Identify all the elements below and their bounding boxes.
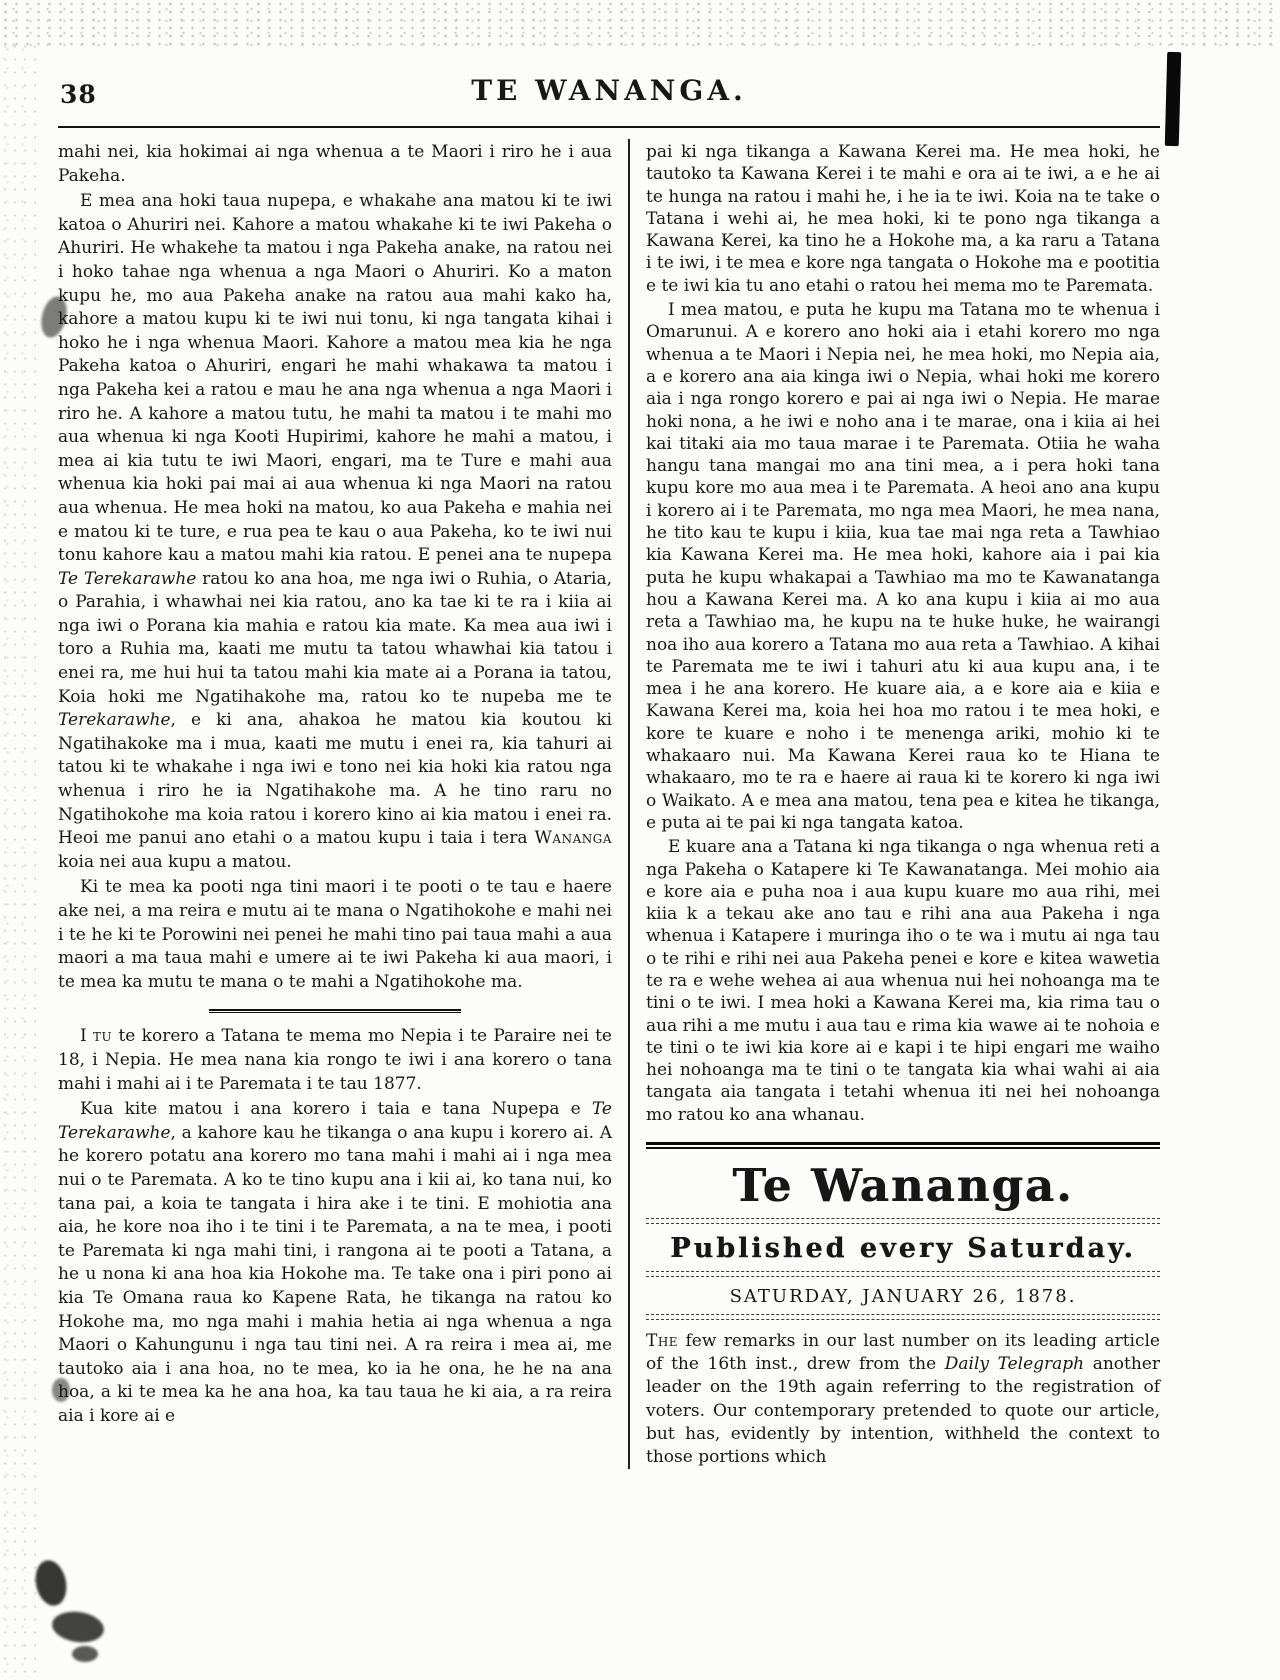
ornamental-rule bbox=[646, 1218, 1160, 1224]
paragraph: pai ki nga tikanga a Kawana Kerei ma. He mea hoki, he tautoko ta Kawana Kerei i te mahi e ora ai te iwi, a e he ai te hunga na ratou i mahi he, i he ia te iwi. Koia na te take o Tatana i wehi ai, he mea hoki, ki te pono nga tikanga a Kawana Kerei, ka tino he a Hokohe ma, a ka raru a Tatana i te iwi, i te mea e kore nga tangata o Hokohe ma e pootitia e te iwi kia tu ano etahi o ratou hei mema mo te Paremata. bbox=[646, 142, 1160, 296]
right-column bbox=[630, 139, 1160, 1469]
page-header bbox=[58, 66, 1160, 118]
scan-noise-top bbox=[0, 0, 1280, 48]
scan-artifact-edge-bar bbox=[1165, 52, 1181, 146]
paragraph: mahi nei, kia hokimai ai nga whenua a te Maori i riro he i aua Pakeha. bbox=[58, 142, 612, 186]
left-column bbox=[58, 139, 630, 1469]
section-divider-rule bbox=[209, 1009, 461, 1013]
paragraph: Ki te mea ka pooti nga tini maori i te pooti o te tau e haere ake nei, a ma reira e mutu ai te mana o Ngatihokohe e mahi nei i te he ki te Porowini nei penei he mahi tino pai taua mahi a aua maori a ma taua mahi e umere ai te iwi Pakeha ki aua maori, i te mea ka mutu te mana o te mahi a Ngatihokohe ma. bbox=[58, 877, 612, 992]
paragraph: Kua kite matou i ana korero i taia e tana Nupepa e Te Terekarawhe, a kahore kau he tikanga o ana kupu i korero ai. A he korero potatu ana korero mo tana mahi i mahi ai i nga mea nui o te Paremata. A ko te tino kupu ana i kii ai, ko tana nui, ko tana pai, a koia te tangata i hira ake i te tini. E mohiotia ana aia, he kore noa iho i te tini i te Paremata, a na te mea, i pooti te Paremata ki nga mahi tini, i rangona ai te pooti a Tatana, a he u nona ki ana hoa kia Hokohe ma. Te take ona i piri pono ai kia Te Omana raua ko Kapene Rata, he tikanga na ratou ko Hokohe ma, mo nga mahi i mahia hetia ai nga whenua a nga Maori o Kahungunu i nga tau tini nei. A ra reira i mea ai, me tautoko aia i ana hoa, no te mea, ko ia he ona, he he na ana hoa, a ki te mea ka he ana hoa, ka tau taua he ki aia, a ra reira aia i kore ai e bbox=[58, 1099, 612, 1426]
page-content bbox=[58, 66, 1160, 1469]
ornamental-rule bbox=[646, 1271, 1160, 1277]
header-rule bbox=[58, 126, 1160, 128]
masthead-divider-rule bbox=[646, 1142, 1160, 1149]
paragraph: E kuare ana a Tatana ki nga tikanga o nga whenua reti a nga Pakeha o Katapere ki Te Kawanatanga. Mei mohio aia e kore aia e puha noa i aua kupu kuare mo aua rihi, mei kiia k a tekau ake ano tau e rihi ana aua Pakeha i nga whenua i Katapere i muringa iho o te wa i mutu ai nga tau o te rihi e rihi nei aua Pakeha penei e kore e kitea wawetia te ra e wehe wehea ai aua whenua nui hei nohoanga ma te tini o te iwi. I mea hoki a Kawana Kerei ma, kia rima tau o aua rihi a me mutu i aua tau e rima kia wawe ai te nohoia e te tini o te iwi kia kore ai e kapi i te hipi engari me waiho hei nohoanga ma te tini o te tangata kia whai wahi ai aia tangata aia tangata i tetahi whenua iti nei hei nohoanga mo ratou ko ana whanau. bbox=[646, 837, 1160, 1125]
ink-smudge bbox=[50, 1609, 106, 1646]
page-number: 38 bbox=[60, 80, 97, 109]
leading-article-paragraph: The few remarks in our last number on its leading article of the 16th inst., drew from the Daily Telegraph another leader on the 19th again referring to the registration of voters. Our contemporary pretended to quote our article, but has, evidently by intention, withheld the context to those portions which bbox=[646, 1331, 1160, 1468]
masthead-title: TE WANANGA. bbox=[471, 74, 747, 107]
scan-noise-left-margin bbox=[0, 40, 36, 1680]
ink-smudge bbox=[32, 1557, 71, 1608]
paragraph: I tu te korero a Tatana te mema mo Nepia i te Paraire nei te 18, i Nepia. He mea nana kia rongo te iwi i ana korero o tana mahi i mahi ai i te Paremata i te tau 1877. bbox=[58, 1026, 612, 1094]
ink-smudge bbox=[72, 1646, 98, 1662]
columns bbox=[58, 139, 1160, 1469]
ornamental-rule bbox=[646, 1314, 1160, 1320]
published-line: Published every Saturday. bbox=[670, 1233, 1136, 1265]
date-line: SATURDAY, JANUARY 26, 1878. bbox=[729, 1286, 1077, 1308]
paragraph: I mea matou, e puta he kupu ma Tatana mo te whenua i Omarunui. A e korero ano hoki aia i etahi korero mo nga whenua a te Maori i Nepia nei, he mea hoki, mo Nepia aia, a e korero ana aia kinga iwi o Nepia, whai hoki me korero aia i nga rongo korero e pai ai nga iwi o Nepia. He marae hoki nona, a he iwi e noho ana i te marae, ona i kiia ai hei kai titaki aia mo taua marae i te Paremata. Otiia he waha hangu tana mangai mo ana tini mea, a i pera hoki tana kupu kore mo aua mea i te Paremata. A heoi ano ana kupu i korero ai i te Paremata, mo nga mea Maori, he mea nana, he tito kau te kupu i kiia, kua tae mai nga reta a Tawhiao kia Kawana Kerei ma. He mea hoki, kahore aia i pai kia puta he kupu whakapai a Tawhiao ma mo te Kawanatanga hou a Kawana Kerei ma. A ko ana kupu i kiia ai mo aua reta a Tawhiao ma, he kupu na te huke huke, he wairangi noa iho aua korero a Tatana mo aua reta a Tawhiao. A kihai te Paremata me te iwi i tahuri atu ki aua kupu ana, i te mea i he ana korero. He kuare aia, a e kore aia e kiia e Kawana Kerei ma, koia hei hoa mo ratou i te mea hoki, e kore te kuare e noho i te menenga ariki, mohio ki te whakaaro nui. Ma Kawana Kerei raua ko te Hiana te whakaaro, mo te ra e haere ai raua ki te korero ki nga iwi o Waikato. A e mea ana matou, tena pea e kitea he tikanga, e puta ai te pai ki nga tangata katoa. bbox=[646, 300, 1160, 833]
paragraph: E mea ana hoki taua nupepa, e whakahe ana matou ki te iwi katoa o Ahuriri nei. Kahore a matou whakahe ki te iwi Pakeha o Ahuriri. He whakehe ta matou i nga Pakeha anake, na ratou nei i hoko tahae nga whenua a nga Maori o Ahuriri. Ko a maton kupu he, mo aua Pakeha anake na ratou aua mahi kako ha, kahore a matou kupu ki te iwi nui tonu, ki nga tangata kihai i hoko he i nga whenua Maori. Kahore a matou mea kia he nga Pakeha katoa o Ahuriri, engari he mahi whakawa ta matou i nga Pakeha kei a ratou e mau he ana nga whenua a nga Maori i riro he. A kahore a matou tutu, he mahi ta matou i te mahi mo aua whenua ki nga Kooti Hupirimi, kahore he mahi a matou, i mea ai kia tutu te iwi Maori, engari, ma te Ture e mahi aua whenua kia hoki pai mai ai aua whenua ki nga Maori na ratou aua whenua. He mea hoki na matou, ko aua Pakeha e mahia nei e matou ki te ture, e rua pea te kau o aua Pakeha, ko te iwi nui tonu kahore kau a matou mahi kia ratou. E penei ana te nupepa Te Terekarawhe ratou ko ana hoa, me nga iwi o Ruhia, o Ataria, o Parahia, i whawhai nei kia ratou, ano ka tae ki te ra i kiia ai nga iwi o Porana kia mahia e ratou kia mate. Ka mea aua iwi i toro a Ruhia ma, kaati me mutu ta tatou whawhai kia tatou i enei ra, me hui hui ta tatou mahi kia mate ai a Porana ia tatou, Koia hoki me Ngatihakohe ma, ratou ko te nupeba me te Terekarawhe, e ki ana, ahakoa he matou kia koutou ki Ngatihakoke ma i mua, kaati me mutu i enei ra, kia tahuri ai tatou ki te whakahe i nga iwi e tono nei kia hoki kia ratou nga whenua i riro he ia Ngatihakohe ma. A he tino raru no Ngatihokohe ma koia ratou i korero kino ai kia matou i enei ra. Heoi me panui ano etahi o a matou kupu i taia i tera Wananga koia nei aua kupu a matou. bbox=[58, 191, 612, 872]
paper-title: Te Wananga. bbox=[732, 1159, 1074, 1213]
